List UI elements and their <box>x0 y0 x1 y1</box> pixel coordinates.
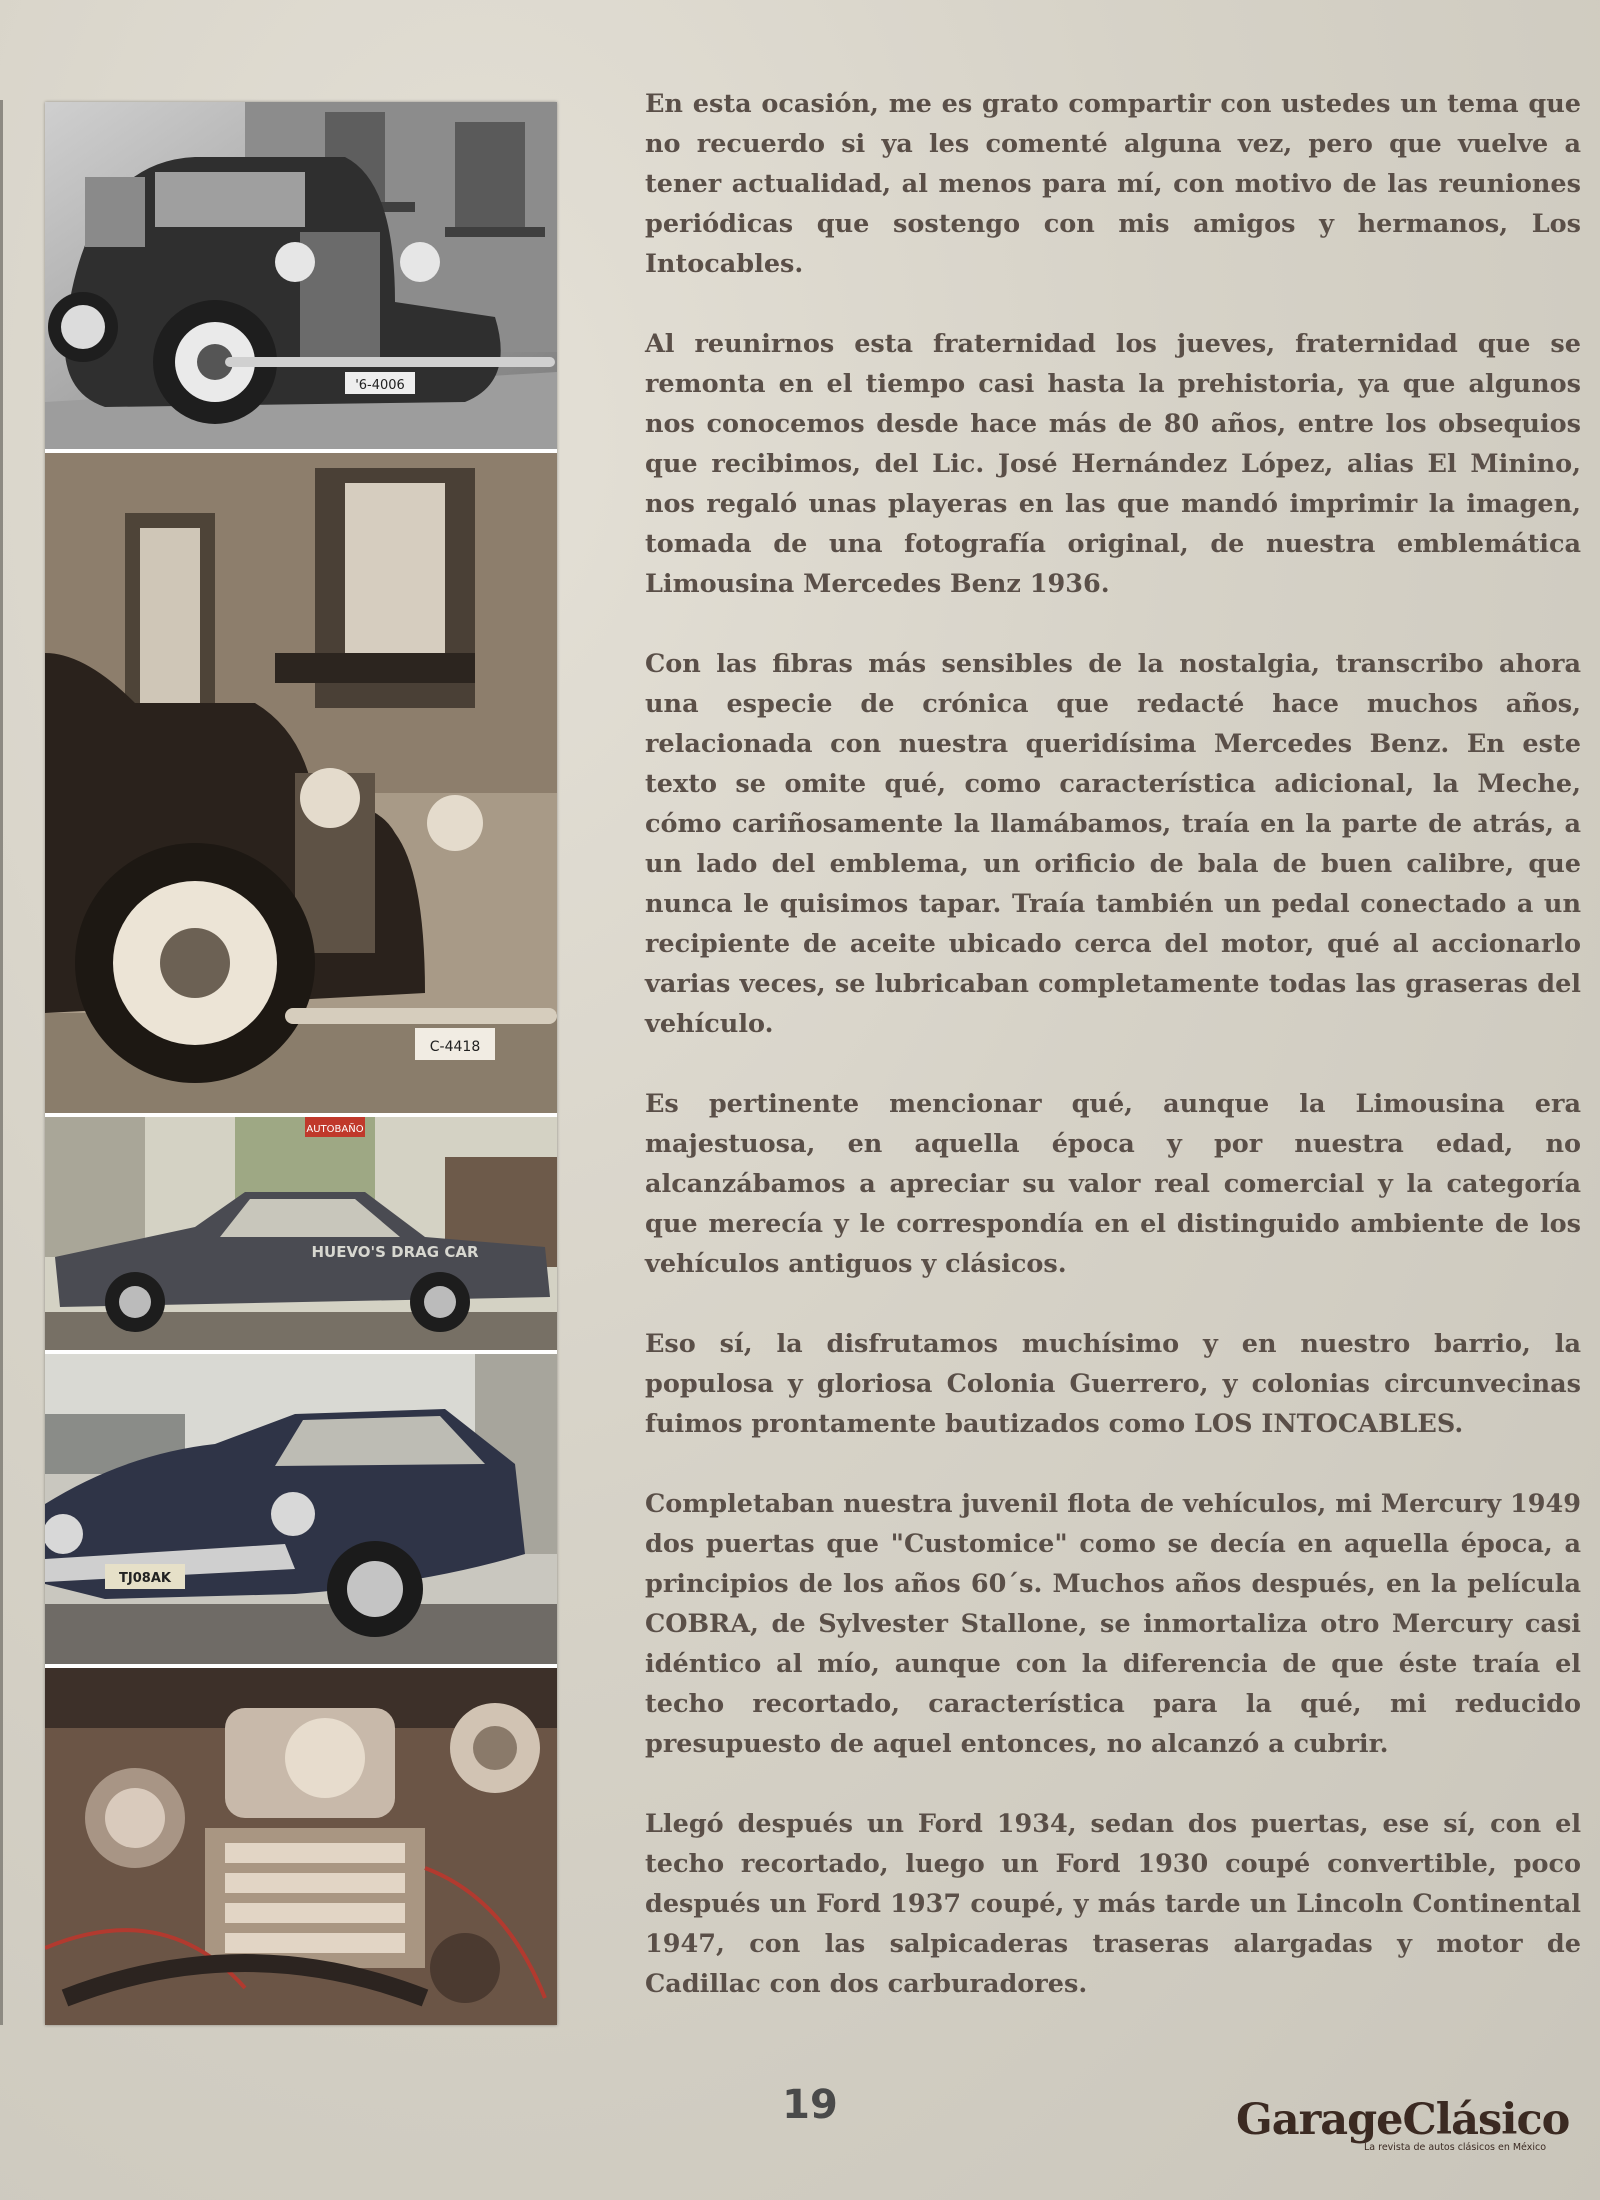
photo-limousine-street <box>45 102 557 449</box>
magazine-logo <box>1236 2095 1570 2155</box>
article-paragraph-6: Completaban nuestra juvenil flota de vehículos, mi Mercury 1949 dos puertas que "Customice" como se decía en aquella época, a principios de los años 60´s. Muchos años después, en la película COBRA, de Sylvester Stallone, se inmortaliza otro Mercury casi idéntico al mío, aunque con la diferencia de que éste traía el techo recortado, característica para la qué, mi reducido presupuesto de aquel entonces, no alcanzó a cubrir. <box>645 1489 1581 1759</box>
article-paragraph-4: Es pertinente mencionar qué, aunque la Limousina era majestuosa, en aquella época y por nuestra edad, no alcanzábamos a apreciar su valor real comercial y la categoría que merecía y le correspondía en el distinguido ambiente de los vehículos antiguos y clásicos. <box>645 1089 1581 1279</box>
article-paragraph-7: Llegó después un Ford 1934, sedan dos puertas, ese sí, con el techo recortado, luego un Ford 1930 coupé convertible, poco después un Ford 1937 coupé, y más tarde un Lincoln Continental 1947, con las salpicaderas traseras alargadas y motor de Cadillac con dos carburadores. <box>645 1809 1581 1999</box>
article-paragraph-3: Con las fibras más sensibles de la nostalgia, transcribo ahora una especie de crónica que redacté hace muchos años, relacionada con nuestra queridísima Mercedes Benz. En este texto se omite qué, como característica adicional, la Meche, cómo cariñosamente la llamábamos, traía en la parte de atrás, a un lado del emblema, un orificio de bala de buen calibre, que nunca le quisimos tapar. Traía también un pedal conectado a un recipiente de aceite ubicado cerca del motor, qué al accionarlo varias veces, se lubricaban completamente todas las graseras del vehículo. <box>645 649 1581 1039</box>
photo-engine-bay <box>45 1668 557 2025</box>
page-number: 19 <box>782 2082 838 2128</box>
logo-wordmark <box>1236 2095 1570 2145</box>
photo-drag-car-side <box>45 1117 557 1350</box>
article-paragraph-5: Eso sí, la disfrutamos muchísimo y en nuestro barrio, la populosa y gloriosa Colonia Guerrero, y colonias circunvecinas fuimos prontamente bautizados como LOS INTOCABLES. <box>645 1329 1581 1439</box>
photo-studebaker-front <box>45 1354 557 1664</box>
car-lettering-text: HUEVO'S DRAG CAR <box>311 1243 479 1261</box>
article-body <box>645 84 1581 2044</box>
photo-limousine-sepia <box>45 453 557 1113</box>
studebaker-plate-text: TJ08AK <box>119 1571 171 1586</box>
sepia-plate-text: C-4418 <box>429 1039 481 1055</box>
page-edge-line <box>0 100 3 2025</box>
logo-word-clasico: Clásico <box>1402 2095 1570 2145</box>
logo-word-garage: Garage <box>1236 2095 1403 2145</box>
limousine-plate-text: '6-4006 <box>355 378 405 393</box>
photo-column <box>45 102 557 2025</box>
article-paragraph-1: En esta ocasión, me es grato compartir con ustedes un tema que no recuerdo si ya les comenté alguna vez, pero que vuelve a tener actualidad, al menos para mí, con motivo de las reuniones periódicas que sostengo con mis amigos y hermanos, Los Intocables. <box>645 89 1581 279</box>
article-paragraph-2: Al reunirnos esta fraternidad los jueves, fraternidad que se remonta en el tiempo casi hasta la prehistoria, ya que algunos nos conocemos desde hace más de 80 años, entre los obsequios que recibimos, del Lic. José Hernández López, alias El Minino, nos regaló unas playeras en las que mandó imprimir la imagen, tomada de una fotografía original, de nuestra emblemática Limousina Mercedes Benz 1936. <box>645 329 1581 599</box>
logo-tagline: La revista de autos clásicos en México <box>1364 2142 1547 2153</box>
shop-sign-text: AUTOBAÑO <box>306 1124 364 1135</box>
